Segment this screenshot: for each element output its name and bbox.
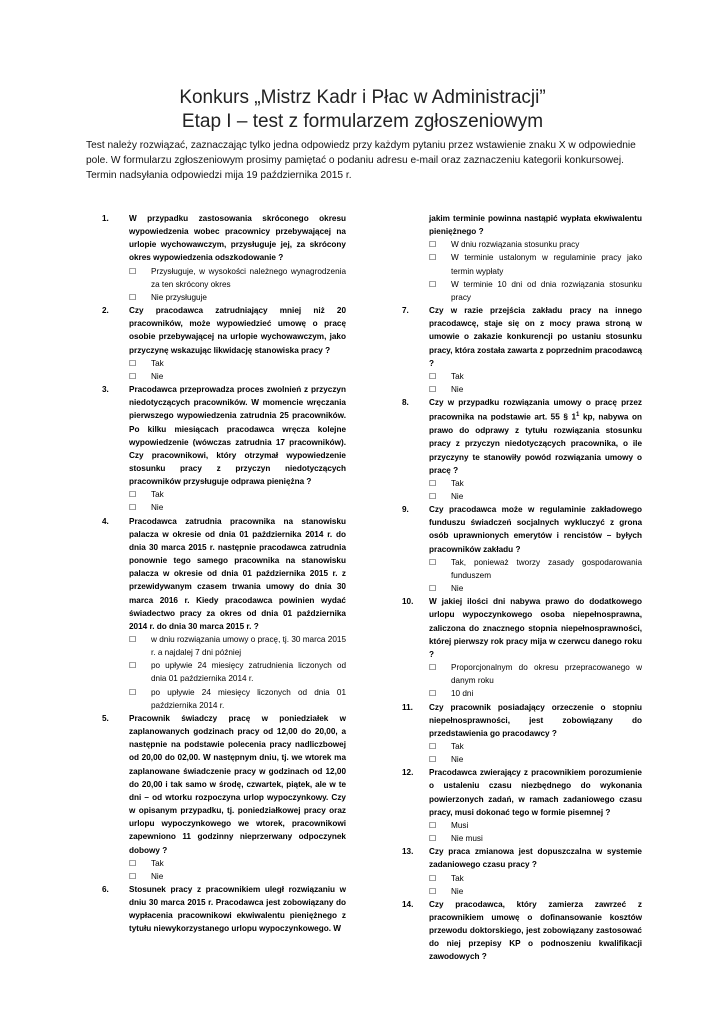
checkbox-icon[interactable]: ☐ [129,266,137,276]
question-text: W przypadku zastosowania skróconego okresu wypowiedzenia wobec pracownicy przebywającej na urlopie wychowawczym, przysługuje jej, za skrócony okres wypowiedzenia odszkodowanie ? [129,214,346,263]
question-10 [402,595,642,700]
question-8 [402,396,642,503]
superscript: 1 [576,412,580,419]
question-3 [102,383,346,515]
question-7 [402,304,642,396]
question-text: Czy w przypadku rozwiązania umowy o pracę przez pracownika na podstawie art. 55 § $1^1$ kp, nabywa on prawo do odprawy z tytułu rozwiązania stosunku pracy z przyczyn niedotyczących pracownika, o ile przyczyny te stanowiły powód rozwiązania umowy o pracę ? [429,398,642,475]
answer-option[interactable] [129,686,346,712]
answer-option[interactable] [429,278,642,304]
question-number: 4. [102,516,109,526]
question-text-part2: jakim terminie powinna nastąpić wypłata ekwiwalentu pieniężnego ? [429,214,642,237]
question-5 [102,712,346,883]
answer-label: Proporcjonalnym do okresu przepracowanego w danym roku [451,663,642,686]
instructions [86,138,642,183]
question-4 [102,515,346,712]
question-text: Pracodawca zwierający z pracownikiem porozumienie o ustaleniu czasu niezbędnego do wykonania powierzonych zadań, w ramach zadaniowego czasu pracy, musi dokonać tego w formie pisemnej ? [429,768,642,817]
checkbox-icon[interactable]: ☐ [429,755,437,765]
checkbox-icon[interactable]: ☐ [429,584,437,594]
checkbox-icon[interactable]: ☐ [129,661,137,671]
question-6 [102,883,346,936]
answer-label: W dniu rozwiązania stosunku pracy [451,240,580,250]
answer-label: Musi [451,820,469,830]
checkbox-icon[interactable]: ☐ [429,478,437,488]
instructions-line: pole. W formularzu zgłoszeniowym prosimy pamiętać o podaniu adresu e-mail oraz zaznaczeniu kategorii konkursowej. [86,155,624,166]
answer-option[interactable] [129,357,346,370]
question-9 [402,503,642,595]
checkbox-icon[interactable]: ☐ [429,873,437,883]
answer-label: Nie [451,886,464,896]
answer-label: Nie [151,871,164,881]
answer-label: Nie [451,584,464,594]
answer-option[interactable] [429,490,642,503]
answer-option[interactable] [129,659,346,685]
question-text: Pracownik świadczy pracę w poniedziałek w zaplanowanych godzinach pracy od 12,00 do 20,00, a następnie na podstawie polecenia pracy nadliczbowej od 20,00 do 02,00. W następnym dniu, tj. we wtorek ma zaplanowane świadczenie pracy w godzinach od 12,00 do 20,00 i tak samo w środę, czwartek, piątek, ale w te dni – od wtorku rozpoczyna urlop wypoczynkowy. Czy w opisanym przypadku, tj. poniedziałkowej pracy oraz urlopu wypoczynkowego we wtorek, pracownikowi zapewniono 11 godzinny nieprzerwany odpoczynek dobowy ? [129,713,346,855]
answer-label: Tak, ponieważ tworzy zasady gospodarowania funduszem [451,557,642,580]
answer-label: po upływie 24 miesięcy liczonych od dnia 01 października 2014 r. [151,687,346,710]
answer-label: Tak [151,358,164,368]
answer-option[interactable] [129,370,346,383]
answer-label: po upływie 24 miesięcy zatrudnienia liczonych od dnia 01 października 2014 r. [151,661,346,684]
answer-option[interactable] [429,740,642,753]
question-13 [402,845,642,898]
instructions-line: Test należy rozwiązać, zaznaczając tylko jedna odpowiedz przy każdym pytaniu przez wstawienie znaku X w odpowiednie [86,140,636,151]
answer-option[interactable] [129,488,346,501]
question-number: 6. [102,884,109,894]
answer-option[interactable] [129,501,346,514]
answer-option[interactable] [429,582,642,595]
question-6-continued [402,212,642,304]
question-text: Czy praca zmianowa jest dopuszczalna w systemie zadaniowego czasu pracy ? [429,847,642,870]
checkbox-icon[interactable]: ☐ [429,663,437,673]
question-text: Czy pracodawca, który zamierza zawrzeć z pracownikiem umowę o dofinansowanie kosztów przewodu doktorskiego, jest zobowiązany zastosować do niej przepisy KP o podnoszeniu kwalifikacji zawodowych ? [429,899,642,962]
question-number: 11. [402,702,413,712]
checkbox-icon[interactable]: ☐ [129,871,137,881]
checkbox-icon[interactable]: ☐ [129,292,137,302]
page-title: Konkurs „Mistrz Kadr i Płac w Administracji” [179,87,546,108]
question-number: 9. [402,505,409,515]
question-number: 13. [402,847,414,857]
answer-label: w dniu rozwiązania umowy o pracę, tj. 30 marca 2015 r. a najdalej 7 dni później [151,635,346,658]
answer-label: Nie [451,492,464,502]
question-text: Czy pracodawca zatrudniający mniej niż 20 pracowników, może wypowiedzieć umowę o pracę osobie przebywającej na urlopie wychowawczym, jako przyczynę wskazując likwidację stanowiska pracy ? [129,306,346,355]
checkbox-icon[interactable]: ☐ [429,741,437,751]
answer-option[interactable] [429,819,642,832]
page-subtitle: Etap I – test z formularzem zgłoszeniowym [181,111,544,132]
answer-label: Nie [451,385,464,395]
answer-option[interactable] [429,477,642,490]
answer-label: Tak [451,478,464,488]
question-text-part1: Stosunek pracy z pracownikiem uległ rozwiązaniu w dniu 30 marca 2015 r. Pracodawca jest zobowiązany do wypłacenia pracownikowi ekwiwalentu pieniężnego z tytułu niewykorzystanego urlopu wypoczynkowego. W [129,884,346,934]
checkbox-icon[interactable]: ☐ [429,492,437,502]
checkbox-icon[interactable]: ☐ [129,371,137,381]
question-11 [402,701,642,767]
question-text: Pracodawca zatrudnia pracownika na stanowisku palacza w okresie od dnia 01 października 2014 r. do dnia 30 marca 2015 r. następnie pracodawca zatrudnia ponownie tego samego pracownika na stanowisku palacza w okresie od dnia 01 października 2015 r. z przewidywanym czasem trwania umowy do dnia 30 marca 2016 r. Kiedy pracodawca powinien wydać świadectwo pracy za okres od dnia 01 października 2014 r. do dnia 30 marca 2015 r. ? [129,516,346,631]
answer-option[interactable] [429,661,642,687]
answer-label: 10 dni [451,689,474,699]
answer-label: Tak [451,873,464,883]
answer-label: Nie [151,371,164,381]
checkbox-icon[interactable]: ☐ [129,687,137,697]
answer-label: W terminie 10 dni od dnia rozwiązania stosunku pracy [451,279,642,302]
question-number: 7. [402,306,409,316]
checkbox-icon[interactable]: ☐ [429,253,437,263]
answer-label: Nie przysługuje [151,292,207,302]
question-text: Czy w razie przejścia zakładu pracy na innego pracodawcę, staje się on z mocy prawa stroną w umowie o zakazie konkurencji po ustaniu stosunku pracy, która została zawarta z poprzednim pracodawcą ? [429,306,642,368]
checkbox-icon[interactable]: ☐ [429,385,437,395]
question-number: 3. [102,385,109,395]
checkbox-icon[interactable]: ☐ [129,490,137,500]
checkbox-icon[interactable]: ☐ [429,557,437,567]
checkbox-icon[interactable]: ☐ [429,279,437,289]
question-14 [402,898,642,964]
question-text: Czy pracownik posiadający orzeczenie o stopniu niepełnosprawności, jest zobowiązany do przedstawienia go pracodawcy ? [429,702,642,738]
checkbox-icon[interactable]: ☐ [129,858,137,868]
question-number: 14. [402,899,414,909]
answer-option[interactable] [129,265,346,291]
answer-option[interactable] [429,370,642,383]
question-12 [402,766,642,845]
answer-label: Nie [451,755,464,765]
checkbox-icon[interactable]: ☐ [429,689,437,699]
answer-option[interactable] [129,291,346,304]
checkbox-icon[interactable]: ☐ [129,503,137,513]
question-text: W jakiej ilości dni nabywa prawo do dodatkowego urlopu wypoczynkowego osoba niepełnosprawna, zaliczona do znacznego stopnia niepełnosprawności, której pierwszy rok pracy mija w czerwcu danego roku ? [429,597,642,659]
question-number: 1. [102,214,109,223]
answer-label: Tak [151,858,164,868]
instructions-line: Termin nadsyłania odpowiedzi mija 19 października 2015 r. [86,170,352,181]
answer-option[interactable] [429,885,642,898]
right-column [402,212,642,964]
question-number: 8. [402,398,409,408]
left-column [102,212,346,936]
answer-option[interactable] [429,753,642,766]
answer-option[interactable] [429,832,642,845]
question-text: Czy pracodawca może w regulaminie zakładowego funduszu świadczeń socjalnych wykluczyć z grona osób uprawnionych emerytów i rencistów – byłych pracowników zakładu ? [429,505,642,554]
answer-option[interactable] [429,872,642,885]
answer-label: Przysługuje, w wysokości należnego wynagrodzenia za ten skrócony okres [151,266,346,289]
answer-option[interactable] [429,251,642,277]
answer-label: W terminie ustalonym w regulaminie pracy jako termin wypłaty [451,253,642,276]
answer-option[interactable] [429,238,642,251]
checkbox-icon[interactable]: ☐ [429,886,437,896]
answer-label: Tak [451,371,464,381]
checkbox-icon[interactable]: ☐ [129,635,137,644]
question-number: 5. [102,713,109,723]
checkbox-icon[interactable]: ☐ [429,834,437,844]
checkbox-icon[interactable]: ☐ [429,820,437,830]
answer-label: Tak [151,490,164,500]
question-1 [102,212,346,304]
answer-option[interactable] [129,633,346,659]
question-number: 10. [402,597,414,607]
answer-option[interactable] [429,556,642,582]
answer-label: Nie [151,503,164,513]
answer-option[interactable] [429,383,642,396]
answer-label: Nie musi [451,834,483,844]
checkbox-icon[interactable]: ☐ [129,358,137,368]
checkbox-icon[interactable]: ☐ [429,371,437,381]
question-number: 2. [102,306,109,316]
question-2 [102,304,346,383]
checkbox-icon[interactable]: ☐ [429,240,437,250]
question-number: 12. [402,768,414,778]
answer-option[interactable] [129,870,346,883]
answer-option[interactable] [129,857,346,870]
answer-option[interactable] [429,687,642,700]
question-text: Pracodawca przeprowadza proces zwolnień z przyczyn niedotyczących pracowników. W momencie wręczania pierwszego wypowiedzenia zatrudnia 25 pracowników. Po kilku miesiącach pracodawca wręcza kolejne wypowiedzenie (wówczas zatrudnia 17 pracowników). Czy pracownikowi, który otrzymał wypowiedzenie stosunku pracy z przyczyn niedotyczących pracowników przysługuje odprawa pieniężna ? [129,385,346,487]
answer-label: Tak [451,741,464,751]
